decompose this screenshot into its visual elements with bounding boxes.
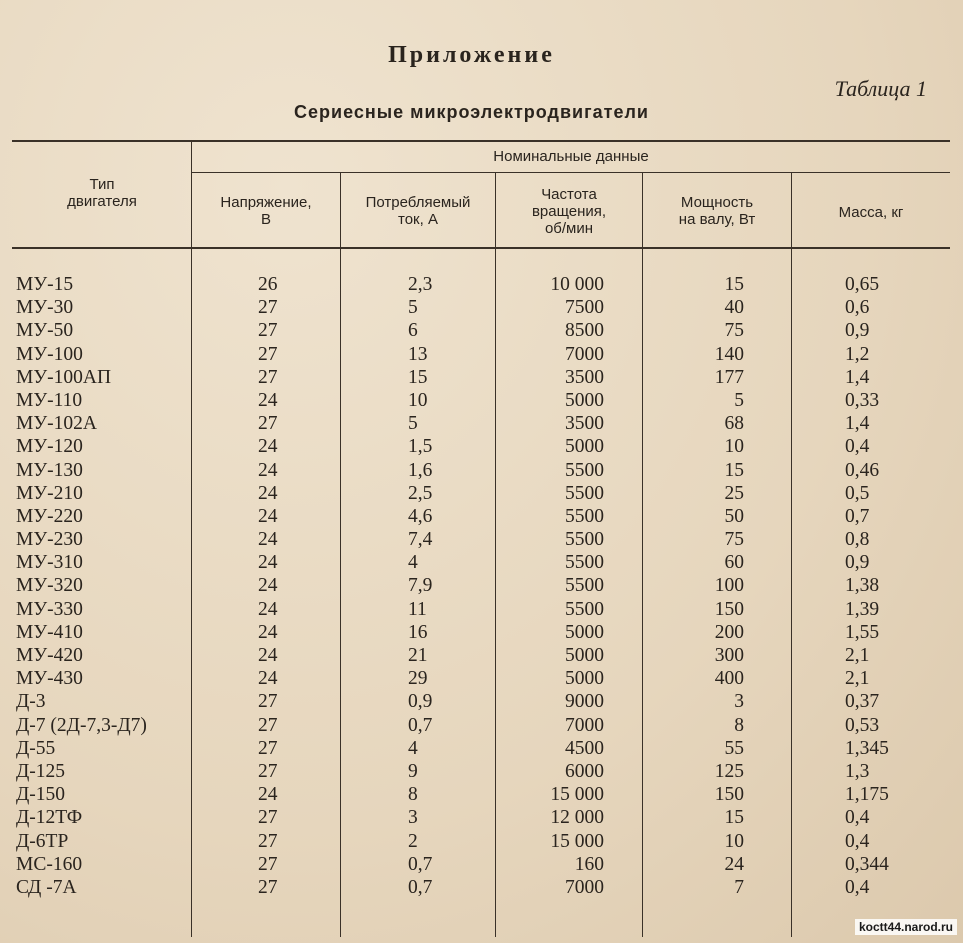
cell-voltage: 24 [258, 389, 278, 411]
cell-type: МУ-100АП [16, 366, 112, 388]
cell-type: МС-160 [16, 853, 83, 875]
cell-current: 4,6 [408, 505, 433, 527]
cell-power: 24 [724, 853, 744, 875]
cell-mass: 0,33 [845, 389, 880, 411]
cell-type: МУ-310 [16, 552, 83, 574]
cell-current: 3 [408, 807, 418, 829]
cell-frequency: 5500 [565, 505, 604, 527]
cell-type: МУ-120 [16, 436, 83, 458]
cell-current: 10 [408, 389, 428, 411]
cell-current: 29 [408, 668, 428, 690]
cell-power: 7 [734, 876, 744, 898]
cell-voltage: 24 [258, 529, 278, 551]
cell-power: 50 [724, 505, 744, 527]
table-row [0, 737, 963, 760]
cell-power: 3 [734, 691, 744, 713]
table-row [0, 598, 963, 621]
cell-mass: 0,6 [845, 297, 870, 319]
cell-mass: 1,4 [845, 366, 870, 388]
watermark: koctt44.narod.ru [855, 919, 957, 935]
cell-power: 150 [714, 784, 744, 806]
cell-current: 13 [408, 343, 428, 365]
cell-power: 150 [714, 598, 744, 620]
cell-power: 55 [724, 737, 744, 759]
cell-voltage: 24 [258, 552, 278, 574]
cell-frequency: 12 000 [550, 807, 604, 829]
cell-voltage: 27 [258, 853, 278, 875]
table-row [0, 435, 963, 458]
cell-mass: 0,46 [845, 459, 880, 481]
cell-mass: 0,344 [845, 853, 889, 875]
table-row [0, 528, 963, 551]
cell-type: МУ-220 [16, 505, 83, 527]
cell-power: 75 [724, 529, 744, 551]
cell-voltage: 27 [258, 413, 278, 435]
cell-current: 4 [408, 552, 418, 574]
table-row [0, 273, 963, 296]
header-power: Мощность на валу, Вт [678, 194, 756, 228]
table-row [0, 760, 963, 783]
cell-type: Д-55 [16, 737, 56, 759]
table-row [0, 667, 963, 690]
cell-power: 5 [734, 389, 744, 411]
table-row [0, 366, 963, 389]
cell-voltage: 24 [258, 784, 278, 806]
header-frequency: Частота вращения, об/мин [531, 186, 607, 237]
cell-current: 2 [408, 830, 418, 852]
cell-frequency: 15 000 [550, 830, 604, 852]
table-row [0, 876, 963, 899]
cell-type: МУ-130 [16, 459, 83, 481]
cell-type: МУ-320 [16, 575, 83, 597]
table-row [0, 714, 963, 737]
cell-current: 1,5 [408, 436, 433, 458]
cell-current: 11 [408, 598, 427, 620]
table-row [0, 621, 963, 644]
table-top-rule [12, 140, 950, 142]
cell-mass: 1,3 [845, 760, 870, 782]
cell-frequency: 6000 [565, 760, 604, 782]
cell-type: Д-125 [16, 760, 66, 782]
table-row [0, 459, 963, 482]
cell-type: Д-150 [16, 784, 66, 806]
cell-voltage: 27 [258, 343, 278, 365]
cell-type: МУ-100 [16, 343, 83, 365]
cell-frequency: 8500 [565, 320, 604, 342]
cell-frequency: 10 000 [550, 274, 604, 295]
cell-voltage: 27 [258, 320, 278, 342]
cell-power: 140 [714, 343, 744, 365]
cell-current: 21 [408, 645, 428, 666]
cell-current: 0,7 [408, 714, 433, 736]
cell-frequency: 160 [574, 853, 604, 875]
cell-type: МУ-410 [16, 621, 83, 643]
cell-current: 15 [408, 366, 428, 388]
cell-frequency: 7000 [565, 876, 604, 898]
table-row [0, 551, 963, 574]
cell-power: 177 [714, 366, 744, 388]
cell-type: МУ-420 [16, 645, 83, 666]
table-row [0, 482, 963, 505]
cell-voltage: 27 [258, 830, 278, 852]
cell-current: 9 [408, 760, 418, 782]
cell-frequency: 7000 [565, 343, 604, 365]
cell-voltage: 27 [258, 366, 278, 388]
cell-mass: 1,39 [845, 598, 880, 620]
header-bottom-rule [12, 247, 950, 249]
cell-mass: 1,4 [845, 413, 870, 435]
header-mass: Масса, кг [838, 204, 904, 221]
cell-current: 8 [408, 784, 418, 806]
cell-type: Д-6ТР [16, 830, 69, 852]
table-number: Таблица 1 [834, 76, 927, 101]
cell-voltage: 24 [258, 459, 278, 481]
cell-voltage: 27 [258, 876, 278, 898]
cell-power: 200 [714, 621, 744, 643]
cell-type: МУ-110 [16, 389, 83, 411]
cell-frequency: 5000 [565, 389, 604, 411]
cell-power: 100 [714, 575, 744, 597]
cell-frequency: 3500 [565, 413, 604, 435]
cell-power: 400 [714, 668, 744, 690]
cell-current: 2,5 [408, 482, 433, 504]
cell-power: 8 [734, 714, 744, 736]
cell-mass: 1,175 [845, 784, 889, 806]
cell-frequency: 5500 [565, 552, 604, 574]
cell-frequency: 5000 [565, 645, 604, 666]
cell-power: 15 [724, 807, 744, 829]
cell-mass: 0,4 [845, 876, 870, 898]
table-row [0, 853, 963, 876]
header-current: Потребляемый ток, А [365, 194, 471, 228]
cell-mass: 1,55 [845, 621, 880, 643]
cell-type: МУ-430 [16, 668, 83, 690]
cell-mass: 1,2 [845, 343, 870, 365]
cell-frequency: 5500 [565, 459, 604, 481]
cell-frequency: 7000 [565, 714, 604, 736]
cell-type: МУ-230 [16, 529, 83, 551]
cell-frequency: 5500 [565, 529, 604, 551]
cell-mass: 0,65 [845, 274, 880, 295]
table-row [0, 389, 963, 412]
header-type: Тип двигателя [67, 176, 137, 210]
table-row [0, 412, 963, 435]
cell-voltage: 24 [258, 575, 278, 597]
cell-type: СД -7А [16, 876, 77, 898]
table-title: Сериесные микроэлектродвигатели [294, 102, 649, 122]
cell-power: 60 [724, 552, 744, 574]
cell-frequency: 5500 [565, 482, 604, 504]
cell-type: Д-12ТФ [16, 807, 83, 829]
cell-mass: 1,38 [845, 575, 880, 597]
appendix-heading: Приложение [388, 42, 555, 68]
cell-voltage: 27 [258, 807, 278, 829]
cell-current: 5 [408, 413, 418, 435]
cell-power: 10 [724, 436, 744, 458]
cell-mass: 0,53 [845, 714, 880, 736]
table-row [0, 783, 963, 806]
cell-power: 75 [724, 320, 744, 342]
cell-frequency: 5500 [565, 598, 604, 620]
cell-current: 4 [408, 737, 418, 759]
cell-type: Д-3 [16, 691, 46, 713]
cell-type: МУ-102А [16, 413, 97, 435]
table-row [0, 644, 963, 667]
cell-current: 0,7 [408, 853, 433, 875]
header-group-nominal: Номинальные данные [493, 148, 649, 165]
cell-current: 2,3 [408, 274, 433, 295]
table-row [0, 830, 963, 853]
cell-frequency: 5500 [565, 575, 604, 597]
table-row [0, 296, 963, 319]
cell-frequency: 9000 [565, 691, 604, 713]
cell-mass: 0,37 [845, 691, 880, 713]
cell-mass: 0,9 [845, 552, 870, 574]
cell-current: 0,7 [408, 876, 433, 898]
cell-voltage: 27 [258, 691, 278, 713]
cell-type: МУ-30 [16, 297, 74, 319]
cell-power: 10 [724, 830, 744, 852]
cell-mass: 0,4 [845, 436, 870, 458]
cell-frequency: 5000 [565, 668, 604, 690]
table-row [0, 319, 963, 342]
cell-voltage: 27 [258, 714, 278, 736]
cell-power: 25 [724, 482, 744, 504]
cell-frequency: 3500 [565, 366, 604, 388]
cell-voltage: 26 [258, 274, 278, 295]
cell-voltage: 27 [258, 297, 278, 319]
cell-type: МУ-50 [16, 320, 74, 342]
cell-current: 1,6 [408, 459, 433, 481]
cell-power: 68 [724, 413, 744, 435]
cell-frequency: 15 000 [550, 784, 604, 806]
cell-mass: 0,8 [845, 529, 870, 551]
cell-power: 300 [714, 645, 744, 666]
cell-voltage: 27 [258, 760, 278, 782]
table-row [0, 574, 963, 597]
cell-mass: 2,1 [845, 645, 870, 666]
cell-voltage: 24 [258, 505, 278, 527]
cell-current: 5 [408, 297, 418, 319]
cell-voltage: 24 [258, 482, 278, 504]
cell-power: 40 [724, 297, 744, 319]
cell-frequency: 5000 [565, 621, 604, 643]
cell-type: МУ-15 [16, 274, 74, 295]
cell-voltage: 24 [258, 598, 278, 620]
cell-power: 15 [724, 459, 744, 481]
table-row [0, 343, 963, 366]
table-row [0, 505, 963, 528]
cell-voltage: 24 [258, 668, 278, 690]
cell-current: 7,9 [408, 575, 433, 597]
group-header-rule [192, 172, 950, 173]
cell-mass: 0,5 [845, 482, 870, 504]
cell-type: МУ-330 [16, 598, 83, 620]
cell-power: 15 [724, 274, 744, 295]
cell-frequency: 5000 [565, 436, 604, 458]
table-row [0, 690, 963, 713]
cell-mass: 0,9 [845, 320, 870, 342]
cell-power: 125 [714, 760, 744, 782]
cell-type: Д-7 (2Д-7,3-Д7) [16, 714, 147, 736]
cell-mass: 2,1 [845, 668, 870, 690]
cell-current: 6 [408, 320, 418, 342]
header-voltage: Напряжение, В [220, 194, 312, 228]
cell-mass: 0,4 [845, 830, 870, 852]
cell-mass: 0,4 [845, 807, 870, 829]
cell-voltage: 24 [258, 621, 278, 643]
cell-current: 0,9 [408, 691, 433, 713]
table-row [0, 806, 963, 829]
cell-current: 16 [408, 621, 428, 643]
cell-type: МУ-210 [16, 482, 83, 504]
cell-mass: 0,7 [845, 505, 870, 527]
cell-voltage: 27 [258, 737, 278, 759]
cell-frequency: 7500 [565, 297, 604, 319]
cell-mass: 1,345 [845, 737, 889, 759]
table-body [0, 273, 963, 899]
cell-voltage: 24 [258, 436, 278, 458]
cell-voltage: 24 [258, 645, 278, 666]
cell-frequency: 4500 [565, 737, 604, 759]
cell-current: 7,4 [408, 529, 433, 551]
